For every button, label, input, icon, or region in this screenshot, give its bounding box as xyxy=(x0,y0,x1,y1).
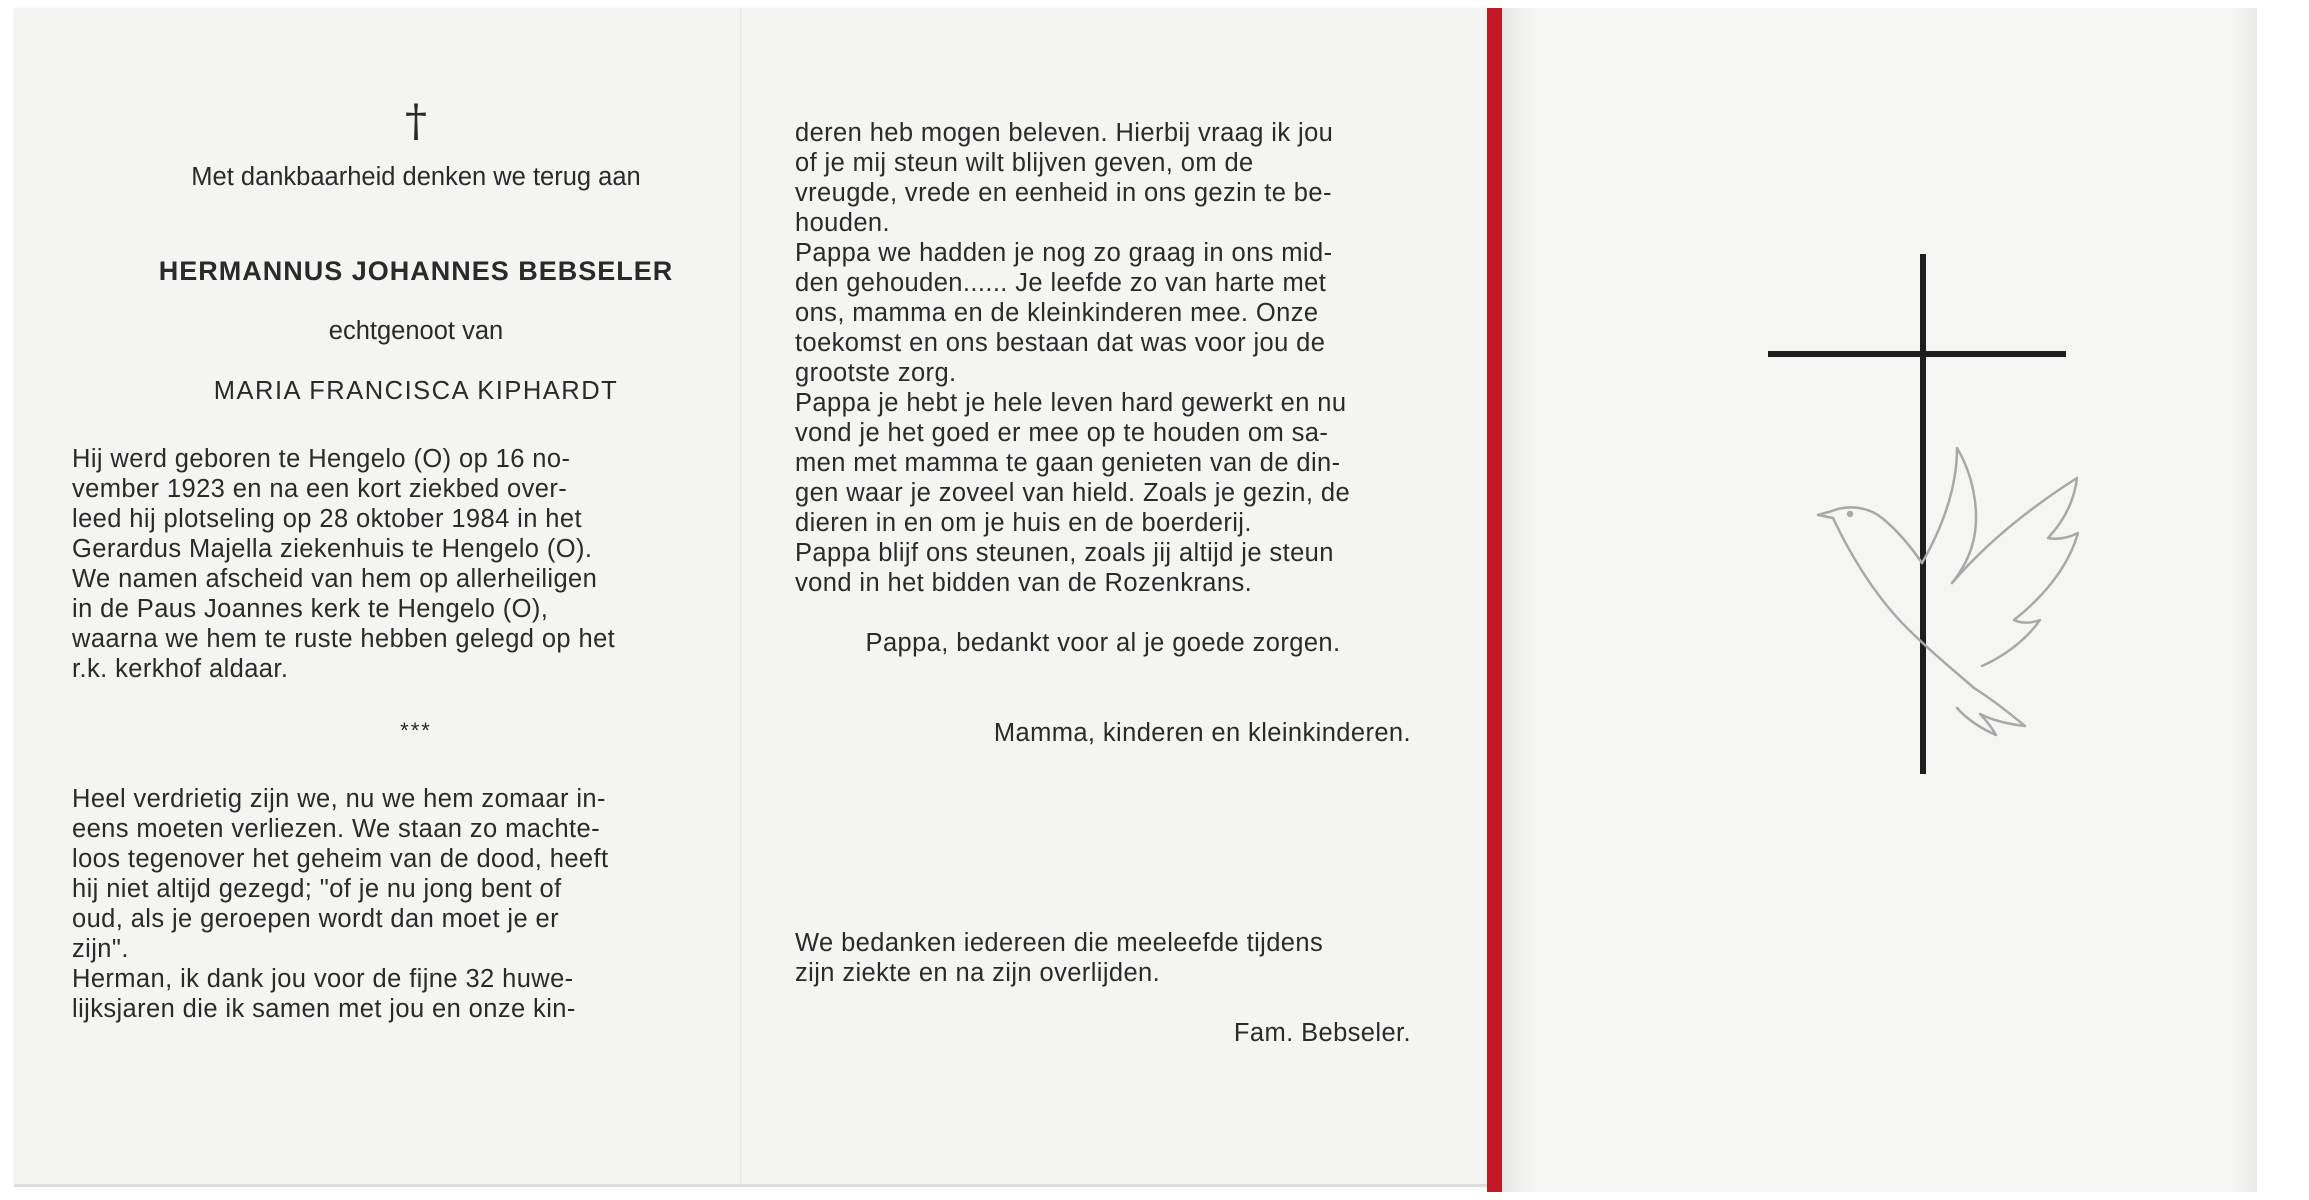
message-line: vond in het bidden van de Rozenkrans. xyxy=(795,569,1253,597)
message-line: eens moeten verliezen. We staan zo machte- xyxy=(72,815,601,843)
acknowledgement-line: zijn ziekte en na zijn overlijden. xyxy=(795,959,1161,987)
message-line: oud, als je geroepen wordt dan moet je er xyxy=(72,905,560,933)
message-line: men met mamma te gaan genieten van de din- xyxy=(795,449,1341,477)
message-line: Pappa blijf ons steunen, zoals jij altijd je steun xyxy=(795,539,1334,567)
message-line: loos tegenover het geheim van de dood, heeft xyxy=(72,845,609,873)
message-line: of je mij steun wilt blijven geven, om de xyxy=(795,149,1254,177)
spouse-label: echtgenoot van xyxy=(328,317,504,345)
cover-art xyxy=(1502,8,2257,1192)
bio-line: Hij werd geboren te Hengelo (O) op 16 no- xyxy=(72,445,571,473)
message-line: gen waar je zoveel van hield. Zoals je gezin, de xyxy=(795,479,1351,507)
biography xyxy=(72,444,688,684)
message-line: vond je het goed er mee op te houden om sa- xyxy=(795,419,1329,447)
dove-icon xyxy=(1818,448,2078,735)
message-line: vreugde, vrede en eenheid in ons gezin te be- xyxy=(795,179,1332,207)
signoff: Mamma, kinderen en kleinkinderen. xyxy=(993,719,1411,747)
message-left xyxy=(72,784,688,1024)
message-line: houden. xyxy=(795,209,890,237)
spouse-name: MARIA FRANCISCA KIPHARDT xyxy=(213,377,619,405)
bio-line: r.k. kerkhof aldaar. xyxy=(72,655,289,683)
thanks-line: Pappa, bedankt voor al je goede zorgen. xyxy=(865,629,1341,657)
intro-line: Met dankbaarheid denken we terug aan xyxy=(191,163,641,191)
message-line: Pappa je hebt je hele leven hard gewerkt en nu xyxy=(795,389,1347,417)
message-line: ons, mamma en de kleinkinderen mee. Onze xyxy=(795,299,1319,327)
message-line: den gehouden...... Je leefde zo van harte met xyxy=(795,269,1327,297)
message-line: deren heb mogen beleven. Hierbij vraag ik jou xyxy=(795,119,1334,147)
message-line: toekomst en ons bestaan dat was voor jou de xyxy=(795,329,1326,357)
bio-line: We namen afscheid van hem op allerheiligen xyxy=(72,565,598,593)
message-line: hij niet altijd gezegd; "of je nu jong bent of xyxy=(72,875,562,903)
message-line: lijksjaren die ik samen met jou en onze kin- xyxy=(72,995,576,1023)
message-line: Herman, ik dank jou voor de fijne 32 huwe- xyxy=(72,965,574,993)
acknowledgement-line: We bedanken iedereen die meeleefde tijdens xyxy=(795,929,1324,957)
small-cross-icon: † xyxy=(405,96,427,147)
family-signature: Fam. Bebseler. xyxy=(1233,1019,1411,1047)
bio-line: vember 1923 en na een kort ziekbed over- xyxy=(72,475,568,503)
bio-line: waarna we hem te ruste hebben gelegd op het xyxy=(72,625,616,653)
message-line: Pappa we hadden je nog zo graag in ons mid- xyxy=(795,239,1333,267)
deceased-name: HERMANNUS JOHANNES BEBSELER xyxy=(158,256,674,286)
bio-line: in de Paus Joannes kerk te Hengelo (O), xyxy=(72,595,549,623)
cross-icon xyxy=(1768,254,2066,774)
separator: *** xyxy=(400,718,432,743)
left-panel xyxy=(72,96,688,1024)
bio-line: leed hij plotseling op 28 oktober 1984 in het xyxy=(72,505,582,533)
right-panel xyxy=(795,118,1411,1048)
card-fold xyxy=(740,8,742,1184)
bio-line: Gerardus Majella ziekenhuis te Hengelo (O). xyxy=(72,535,593,563)
message-line: Heel verdrietig zijn we, nu we hem zomaar in- xyxy=(72,785,606,813)
message-line: dieren in en om je huis en de boerderij. xyxy=(795,509,1252,537)
message-line: zijn". xyxy=(72,935,129,963)
message-line: grootste zorg. xyxy=(795,359,957,387)
